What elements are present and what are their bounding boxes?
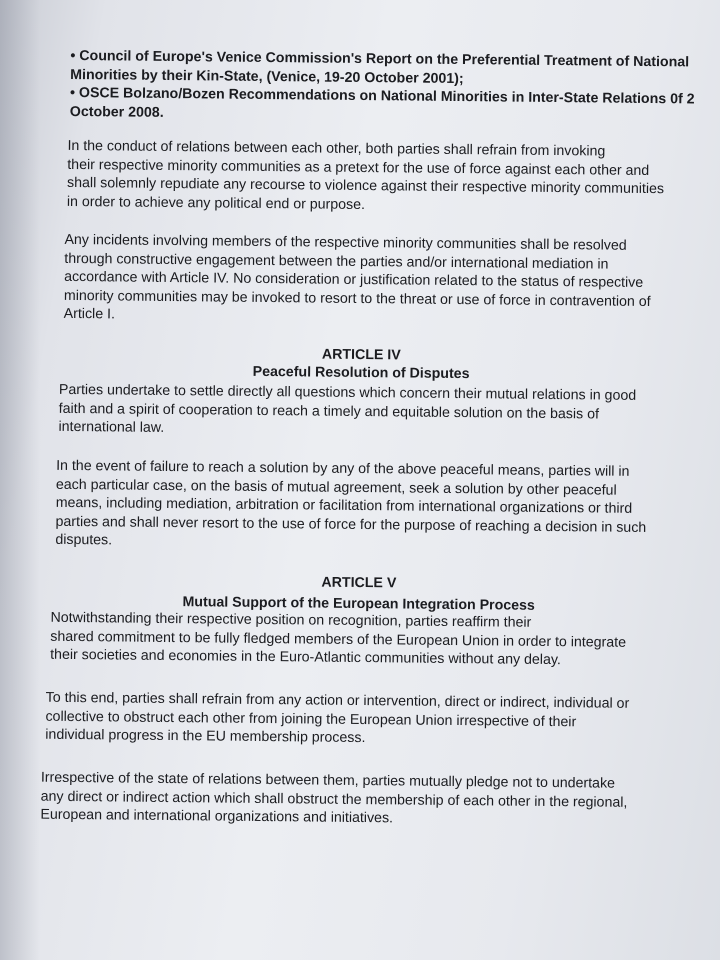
article-v-paragraph-1 — [50, 609, 626, 671]
paragraph-line: Article I. — [63, 306, 116, 323]
paragraph-line: Notwithstanding their respective position on recognition, parties reaffirm their — [50, 609, 532, 631]
paragraph-line: shared commitment to be fully fledged members of the European Union in order to integrate — [50, 628, 627, 651]
paragraph-line: collective to obstruct each other from joining the European Union irrespective of their — [45, 708, 577, 730]
paragraph-line: In the conduct of relations between each other, both parties shall refrain from invoking — [67, 137, 606, 160]
article-v-paragraph-2 — [45, 689, 629, 751]
paragraph-line: any direct or indirect action which shall obstruct the membership of each other in the regional, — [40, 788, 628, 811]
article-v-paragraph-3 — [40, 769, 627, 831]
paragraph-line: their societies and economies in the Euro-Atlantic communities without any delay. — [50, 646, 561, 669]
paragraph-line: To this end, parties shall refrain from any action or intervention, direct or indirect, individual or — [45, 689, 630, 712]
paragraph-line: Parties undertake to settle directly all questions which concern their mutual relations in good — [58, 381, 637, 404]
article-v-heading: ARTICLE V — [321, 574, 397, 592]
paragraph-line: international law. — [58, 419, 165, 437]
paragraph-minority-force — [67, 137, 665, 218]
paragraph-line: European and international organizations and initiatives. — [40, 806, 394, 827]
paragraph-line: through constructive engagement between the parties and/or international mediation in — [64, 250, 609, 273]
paragraph-line: in order to achieve any political end or purpose. — [66, 193, 366, 213]
article-iv-paragraph-1 — [58, 381, 636, 443]
paragraph-line: Irrespective of the state of relations between them, parties mutually pledge not to undertake — [40, 769, 616, 792]
paragraph-line: means, including mediation, arbitration or facilitation from international organizations or third — [55, 495, 633, 518]
paragraph-line: In the event of failure to reach a solution by any of the above peaceful means, parties will in — [56, 457, 630, 480]
reference-line: October 2008. — [69, 103, 164, 121]
paragraph-minority-incidents — [64, 231, 652, 330]
paragraph-line: their respective minority communities as a pretext for the use of force against each other and — [67, 156, 650, 179]
paragraph-line: Any incidents involving members of the respective minority communities shall be resolved — [64, 231, 627, 254]
paragraph-line: shall solemnly repudiate any recourse to violence against their respective minority communities — [67, 175, 665, 198]
paragraph-line: accordance with Article IV. No consideration or justification related to the status of respective — [64, 269, 644, 292]
article-iv-heading: ARTICLE IV — [321, 346, 401, 364]
reference-line: • Council of Europe's Venice Commission's Report on the Preferential Treatment of National — [70, 47, 690, 71]
references-list — [70, 47, 695, 128]
article-v-subheading: Mutual Support of the European Integration Process — [182, 594, 535, 614]
article-iv-subheading: Peaceful Resolution of Disputes — [252, 363, 470, 383]
paragraph-line: individual progress in the EU membership process. — [45, 726, 366, 747]
paragraph-line: disputes. — [55, 532, 113, 549]
paragraph-line: faith and a spirit of cooperation to reach a timely and equitable solution on the basis of — [58, 400, 600, 423]
paragraph-line: parties and shall never resort to the use of force for the purpose of reaching a decision in such — [55, 513, 647, 536]
reference-line: • OSCE Bolzano/Bozen Recommendations on National Minorities in Inter-State Relations 0f 2 — [69, 85, 695, 108]
reference-line: Minorities by their Kin-State, (Venice, 19-20 October 2001); — [70, 66, 464, 87]
article-iv-paragraph-2 — [55, 457, 647, 556]
paragraph-line: minority communities may be invoked to resort to the threat or use of force in contravention of — [63, 287, 651, 310]
paragraph-line: each particular case, on the basis of mutual agreement, seek a solution by other peaceful — [55, 476, 617, 499]
